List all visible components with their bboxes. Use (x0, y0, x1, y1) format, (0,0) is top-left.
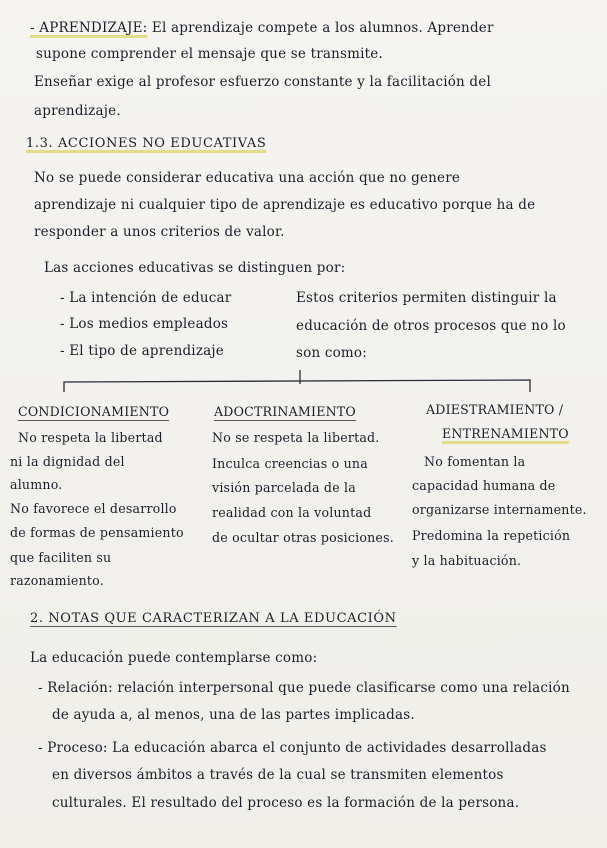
col3-line-1: No fomentan la (424, 454, 526, 469)
col1-line-5: de formas de pensamiento (10, 525, 184, 540)
col2-line-1: No se respeta la libertad. (212, 430, 380, 445)
aprendizaje-heading: - APRENDIZAJE: (30, 20, 148, 36)
criteria-line-1: Estos criterios permiten distinguir la (296, 290, 557, 306)
criteria-line-3: son como: (296, 345, 368, 361)
bullet-1: - La intención de educar (60, 290, 232, 306)
section-13-para-3: responder a unos criterios de valor. (34, 224, 285, 240)
bullet-2: - Los medios empleados (60, 316, 229, 332)
condicionamiento-title: CONDICIONAMIENTO (18, 404, 170, 419)
section-2-line-3: - Proceso: La educación abarca el conjunto de actividades desarrolladas (38, 740, 547, 756)
criteria-line-2: educación de otros procesos que no lo (296, 318, 566, 334)
intro-line-4: aprendizaje. (34, 103, 121, 119)
section-2-title: 2. NOTAS QUE CARACTERIZAN A LA EDUCACIÓN (30, 611, 397, 626)
col1-line-7: razonamiento. (10, 573, 104, 588)
section-2-line-2: de ayuda a, al menos, una de las partes implicadas. (52, 707, 415, 723)
branch-bracket (62, 370, 532, 400)
col1-line-3: alumno. (10, 477, 63, 492)
section-2-intro: La educación puede contemplarse como: (30, 650, 318, 666)
intro-line-1 (30, 20, 494, 36)
col3-line-2: capacidad humana de (412, 478, 556, 493)
col3-line-4: Predomina la repetición (412, 528, 571, 543)
col2-line-2: Inculca creencias o una (212, 456, 368, 471)
intro-line-2: supone comprender el mensaje que se transmite. (36, 46, 383, 62)
adoctrinamiento-title: ADOCTRINAMIENTO (214, 404, 356, 419)
section-2-line-1: - Relación: relación interpersonal que puede clasificarse como una relación (38, 680, 570, 696)
col2-line-4: realidad con la voluntad (212, 505, 372, 520)
col3-line-3: organizarse internamente. (412, 502, 587, 517)
section-13-title: 1.3. ACCIONES NO EDUCATIVAS (26, 136, 267, 151)
col1-line-6: que faciliten su (10, 550, 112, 565)
adiestramiento-title-1: ADIESTRAMIENTO / (426, 402, 564, 417)
section-2-line-4: en diversos ámbitos a través de la cual se transmiten elementos (52, 767, 504, 783)
adiestramiento-title-2: ENTRENAMIENTO (442, 426, 569, 441)
section-2-line-5: culturales. El resultado del proceso es la formación de la persona. (52, 795, 520, 811)
col3-line-5: y la habituación. (412, 553, 522, 568)
col1-line-2: ni la dignidad del (10, 454, 125, 469)
section-13-para-2: aprendizaje ni cualquier tipo de aprendizaje es educativo porque ha de (34, 197, 536, 213)
col2-line-5: de ocultar otras posiciones. (212, 530, 394, 545)
col2-line-3: visión parcelada de la (212, 480, 356, 495)
intro-line-3: Enseñar exige al profesor esfuerzo constante y la facilitación del (34, 74, 491, 90)
intro-line-1-text: El aprendizaje compete a los alumnos. Aprender (151, 20, 494, 36)
distinguish-line: Las acciones educativas se distinguen por: (44, 260, 346, 276)
col1-line-1: No respeta la libertad (18, 430, 163, 445)
section-13-para-1: No se puede considerar educativa una acción que no genere (34, 170, 461, 186)
bullet-3: - El tipo de aprendizaje (60, 343, 224, 359)
col1-line-4: No favorece el desarrollo (10, 501, 177, 516)
